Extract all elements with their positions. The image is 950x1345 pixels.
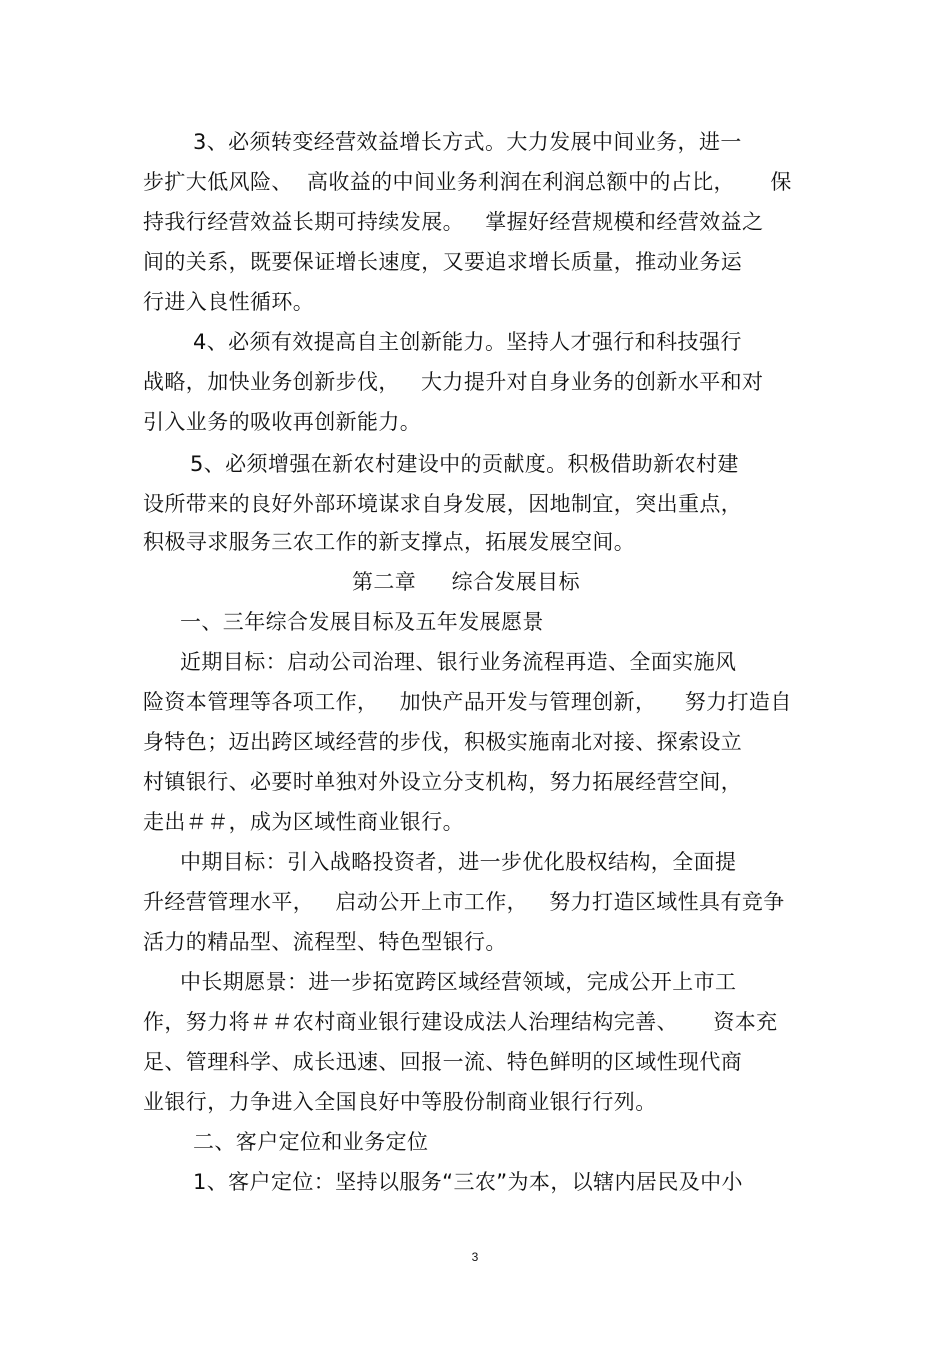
text-line: 1、客户定位：坚持以服务“三农”为本，以辖内居民及中小 [193,1170,743,1194]
text-line: 作，努力将＃＃农村商业银行建设成法人治理结构完善、 资本充 [143,1010,778,1034]
text-line: 近期目标：启动公司治理、银行业务流程再造、全面实施风 [180,650,737,674]
text-line: 中长期愿景：进一步拓宽跨区域经营领域，完成公开上市工 [180,970,737,994]
text-line: 引入业务的吸收再创新能力。 [143,410,422,434]
text-line: 行进入良性循环。 [143,290,315,314]
text-line: 步扩大低风险、 高收益的中间业务利润在利润总额中的占比， 保 [143,170,792,194]
text-line: 走出＃＃，成为区域性商业银行。 [143,810,464,834]
text-line: 3、必须转变经营效益增长方式。大力发展中间业务，进一 [193,130,742,154]
text-line: 4、必须有效提高自主创新能力。坚持人才强行和科技强行 [193,330,742,354]
text-line: 身特色；迈出跨区域经营的步伐，积极实施南北对接、探索设立 [143,730,743,754]
text-line: 战略，加快业务创新步伐， 大力提升对自身业务的创新水平和对 [143,370,764,394]
text-line: 5、必须增强在新农村建设中的贡献度。积极借助新农村建 [190,452,739,476]
chapter-heading: 第二章 综合发展目标 [352,570,580,594]
text-line: 升经营管理水平， 启动公开上市工作， 努力打造区域性具有竞争 [143,890,785,914]
text-line: 积极寻求服务三农工作的新支撑点，拓展发展空间。 [143,530,636,554]
text-line: 中期目标：引入战略投资者，进一步优化股权结构，全面提 [180,850,737,874]
section-heading: 一、三年综合发展目标及五年发展愿景 [180,610,544,634]
text-line: 设所带来的良好外部环境谋求自身发展，因地制宜，突出重点， [143,492,743,516]
text-line: 业银行，力争进入全国良好中等股份制商业银行行列。 [143,1090,657,1114]
text-line: 活力的精品型、流程型、特色型银行。 [143,930,507,954]
section-heading: 二、客户定位和业务定位 [193,1130,429,1154]
text-line: 村镇银行、必要时单独对外设立分支机构，努力拓展经营空间， [143,770,743,794]
page-number: 3 [471,1250,479,1264]
text-line: 足、管理科学、成长迅速、回报一流、特色鲜明的区域性现代商 [143,1050,743,1074]
text-line: 间的关系，既要保证增长速度，又要追求增长质量，推动业务运 [143,250,743,274]
text-line: 险资本管理等各项工作， 加快产品开发与管理创新， 努力打造自 [143,690,792,714]
text-line: 持我行经营效益长期可持续发展。 掌握好经营规模和经营效益之 [143,210,764,234]
